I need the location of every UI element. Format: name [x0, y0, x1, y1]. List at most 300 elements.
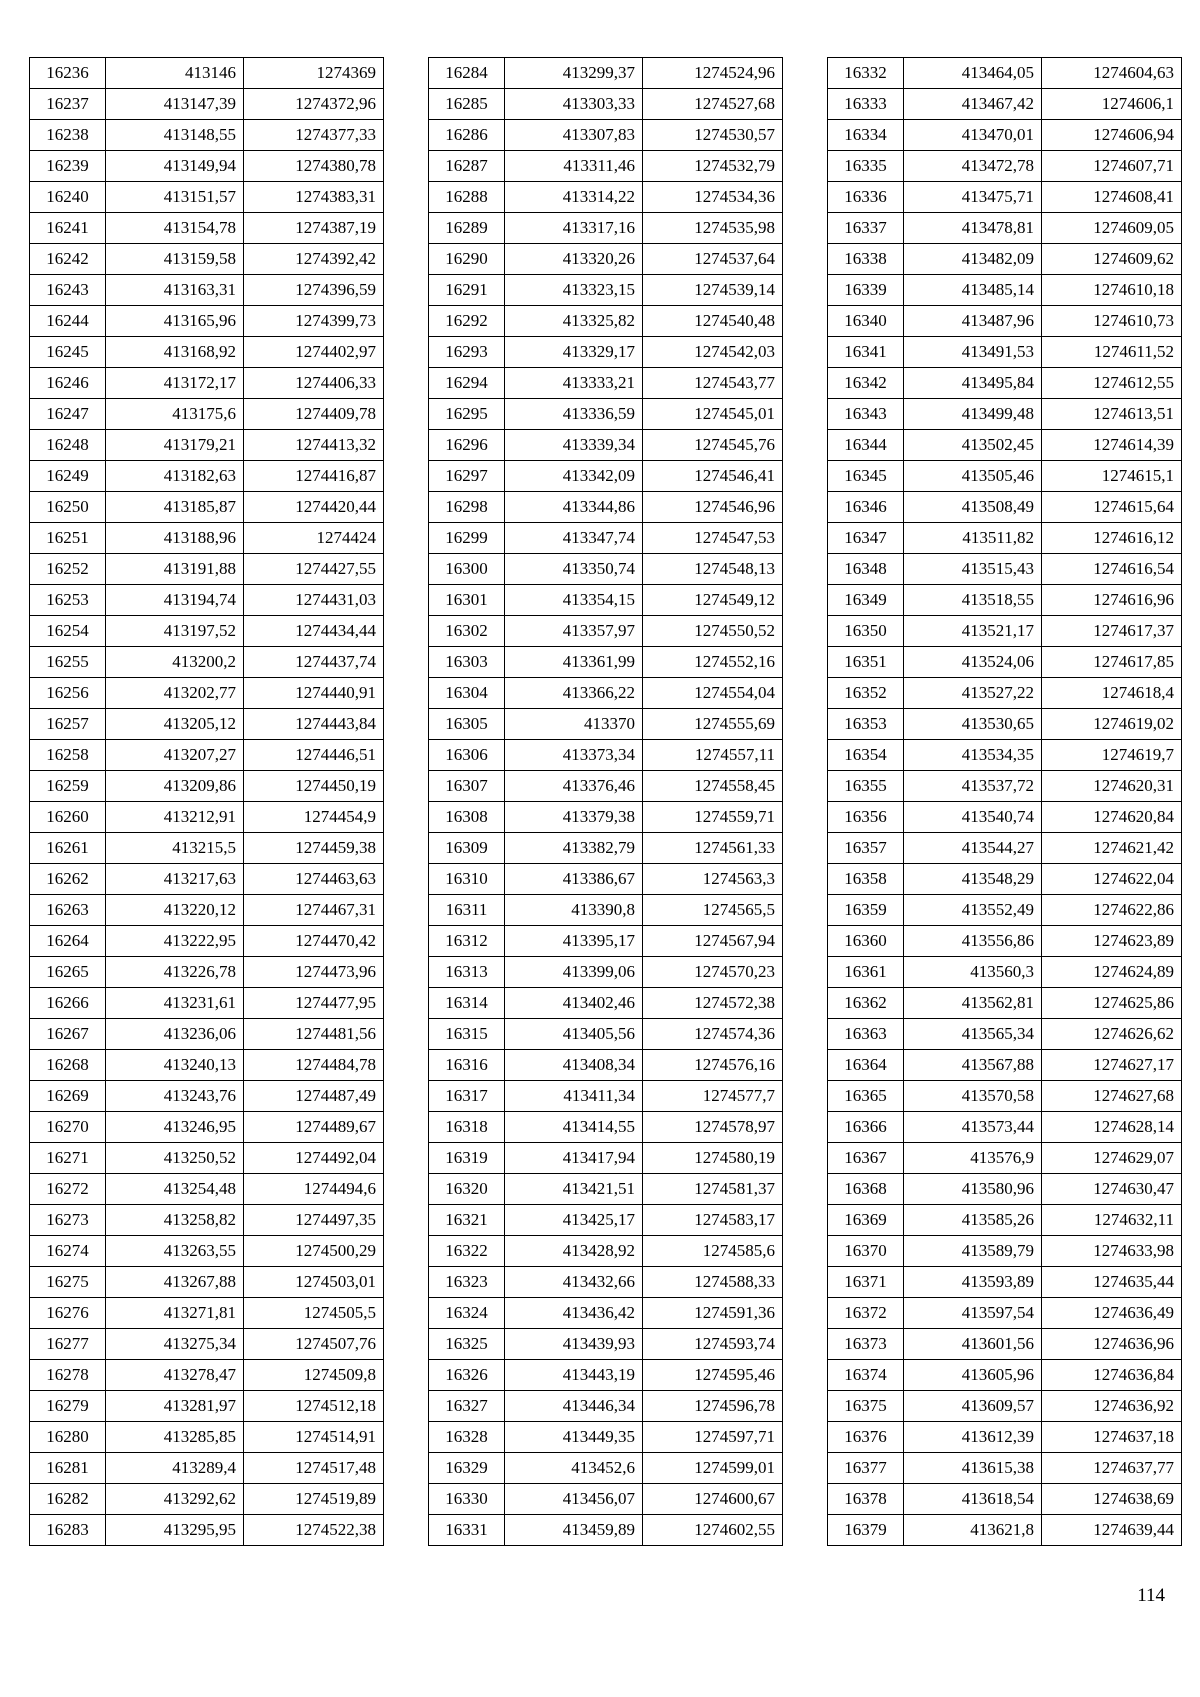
point-number-cell: 16272	[30, 1174, 106, 1205]
y-coordinate-cell: 1274636,92	[1042, 1391, 1182, 1422]
x-coordinate-cell: 413580,96	[904, 1174, 1042, 1205]
point-number-cell: 16319	[429, 1143, 505, 1174]
y-coordinate-cell: 1274609,62	[1042, 244, 1182, 275]
point-number-cell: 16366	[828, 1112, 904, 1143]
x-coordinate-cell: 413148,55	[106, 120, 244, 151]
x-coordinate-cell: 413565,34	[904, 1019, 1042, 1050]
y-coordinate-cell: 1274561,33	[643, 833, 783, 864]
y-coordinate-cell: 1274565,5	[643, 895, 783, 926]
table-row	[828, 213, 1182, 244]
coordinate-table-3	[827, 57, 1182, 1546]
x-coordinate-cell: 413524,06	[904, 647, 1042, 678]
table-row	[828, 182, 1182, 213]
y-coordinate-cell: 1274615,1	[1042, 461, 1182, 492]
table-row	[828, 1050, 1182, 1081]
y-coordinate-cell: 1274555,69	[643, 709, 783, 740]
y-coordinate-cell: 1274459,38	[244, 833, 384, 864]
point-number-cell: 16287	[429, 151, 505, 182]
table-row	[429, 1391, 783, 1422]
y-coordinate-cell: 1274505,5	[244, 1298, 384, 1329]
y-coordinate-cell: 1274427,55	[244, 554, 384, 585]
x-coordinate-cell: 413386,67	[505, 864, 643, 895]
point-number-cell: 16257	[30, 709, 106, 740]
point-number-cell: 16289	[429, 213, 505, 244]
x-coordinate-cell: 413197,52	[106, 616, 244, 647]
table-row	[429, 523, 783, 554]
x-coordinate-cell: 413182,63	[106, 461, 244, 492]
y-coordinate-cell: 1274487,49	[244, 1081, 384, 1112]
table-row	[828, 1329, 1182, 1360]
x-coordinate-cell: 413436,42	[505, 1298, 643, 1329]
y-coordinate-cell: 1274549,12	[643, 585, 783, 616]
point-number-cell: 16244	[30, 306, 106, 337]
point-number-cell: 16311	[429, 895, 505, 926]
point-number-cell: 16315	[429, 1019, 505, 1050]
x-coordinate-cell: 413552,49	[904, 895, 1042, 926]
y-coordinate-cell: 1274369	[244, 58, 384, 89]
table-row	[429, 120, 783, 151]
x-coordinate-cell: 413222,95	[106, 926, 244, 957]
table-row	[30, 802, 384, 833]
x-coordinate-cell: 413464,05	[904, 58, 1042, 89]
point-number-cell: 16265	[30, 957, 106, 988]
point-number-cell: 16303	[429, 647, 505, 678]
x-coordinate-cell: 413200,2	[106, 647, 244, 678]
x-coordinate-cell: 413395,17	[505, 926, 643, 957]
y-coordinate-cell: 1274596,78	[643, 1391, 783, 1422]
x-coordinate-cell: 413226,78	[106, 957, 244, 988]
point-number-cell: 16288	[429, 182, 505, 213]
x-coordinate-cell: 413185,87	[106, 492, 244, 523]
table-row	[30, 399, 384, 430]
point-number-cell: 16278	[30, 1360, 106, 1391]
x-coordinate-cell: 413502,45	[904, 430, 1042, 461]
table-row	[429, 554, 783, 585]
table-row	[828, 1391, 1182, 1422]
point-number-cell: 16295	[429, 399, 505, 430]
table-row	[828, 1515, 1182, 1546]
table-row	[30, 337, 384, 368]
y-coordinate-cell: 1274500,29	[244, 1236, 384, 1267]
table-row	[828, 492, 1182, 523]
x-coordinate-cell: 413537,72	[904, 771, 1042, 802]
x-coordinate-cell: 413601,56	[904, 1329, 1042, 1360]
y-coordinate-cell: 1274454,9	[244, 802, 384, 833]
y-coordinate-cell: 1274558,45	[643, 771, 783, 802]
x-coordinate-cell: 413370	[505, 709, 643, 740]
point-number-cell: 16379	[828, 1515, 904, 1546]
x-coordinate-cell: 413271,81	[106, 1298, 244, 1329]
y-coordinate-cell: 1274607,71	[1042, 151, 1182, 182]
x-coordinate-cell: 413495,84	[904, 368, 1042, 399]
y-coordinate-cell: 1274626,62	[1042, 1019, 1182, 1050]
y-coordinate-cell: 1274638,69	[1042, 1484, 1182, 1515]
point-number-cell: 16282	[30, 1484, 106, 1515]
y-coordinate-cell: 1274416,87	[244, 461, 384, 492]
point-number-cell: 16296	[429, 430, 505, 461]
y-coordinate-cell: 1274619,7	[1042, 740, 1182, 771]
y-coordinate-cell: 1274372,96	[244, 89, 384, 120]
point-number-cell: 16264	[30, 926, 106, 957]
point-number-cell: 16377	[828, 1453, 904, 1484]
point-number-cell: 16353	[828, 709, 904, 740]
point-number-cell: 16238	[30, 120, 106, 151]
x-coordinate-cell: 413165,96	[106, 306, 244, 337]
table-row	[828, 89, 1182, 120]
table-row	[828, 151, 1182, 182]
point-number-cell: 16358	[828, 864, 904, 895]
x-coordinate-cell: 413585,26	[904, 1205, 1042, 1236]
y-coordinate-cell: 1274639,44	[1042, 1515, 1182, 1546]
x-coordinate-cell: 413194,74	[106, 585, 244, 616]
y-coordinate-cell: 1274552,16	[643, 647, 783, 678]
x-coordinate-cell: 413311,46	[505, 151, 643, 182]
table-row	[828, 1081, 1182, 1112]
table-row	[429, 1453, 783, 1484]
table-row	[429, 1360, 783, 1391]
x-coordinate-cell: 413202,77	[106, 678, 244, 709]
x-coordinate-cell: 413562,81	[904, 988, 1042, 1019]
y-coordinate-cell: 1274387,19	[244, 213, 384, 244]
table-row	[429, 337, 783, 368]
point-number-cell: 16376	[828, 1422, 904, 1453]
y-coordinate-cell: 1274443,84	[244, 709, 384, 740]
y-coordinate-cell: 1274484,78	[244, 1050, 384, 1081]
y-coordinate-cell: 1274614,39	[1042, 430, 1182, 461]
x-coordinate-cell: 413467,42	[904, 89, 1042, 120]
x-coordinate-cell: 413399,06	[505, 957, 643, 988]
table-row	[30, 1205, 384, 1236]
point-number-cell: 16325	[429, 1329, 505, 1360]
point-number-cell: 16371	[828, 1267, 904, 1298]
point-number-cell: 16362	[828, 988, 904, 1019]
table-row	[429, 585, 783, 616]
point-number-cell: 16299	[429, 523, 505, 554]
y-coordinate-cell: 1274383,31	[244, 182, 384, 213]
point-number-cell: 16341	[828, 337, 904, 368]
y-coordinate-cell: 1274557,11	[643, 740, 783, 771]
y-coordinate-cell: 1274602,55	[643, 1515, 783, 1546]
x-coordinate-cell: 413593,89	[904, 1267, 1042, 1298]
x-coordinate-cell: 413446,34	[505, 1391, 643, 1422]
point-number-cell: 16241	[30, 213, 106, 244]
point-number-cell: 16269	[30, 1081, 106, 1112]
point-number-cell: 16351	[828, 647, 904, 678]
y-coordinate-cell: 1274548,13	[643, 554, 783, 585]
point-number-cell: 16348	[828, 554, 904, 585]
x-coordinate-cell: 413382,79	[505, 833, 643, 864]
x-coordinate-cell: 413527,22	[904, 678, 1042, 709]
point-number-cell: 16298	[429, 492, 505, 523]
point-number-cell: 16255	[30, 647, 106, 678]
y-coordinate-cell: 1274572,38	[643, 988, 783, 1019]
table-row	[30, 833, 384, 864]
y-coordinate-cell: 1274616,12	[1042, 523, 1182, 554]
y-coordinate-cell: 1274532,79	[643, 151, 783, 182]
table-row	[30, 678, 384, 709]
y-coordinate-cell: 1274620,31	[1042, 771, 1182, 802]
point-number-cell: 16361	[828, 957, 904, 988]
table-row	[30, 1422, 384, 1453]
point-number-cell: 16335	[828, 151, 904, 182]
y-coordinate-cell: 1274610,18	[1042, 275, 1182, 306]
x-coordinate-cell: 413449,35	[505, 1422, 643, 1453]
point-number-cell: 16364	[828, 1050, 904, 1081]
point-number-cell: 16252	[30, 554, 106, 585]
x-coordinate-cell: 413278,47	[106, 1360, 244, 1391]
y-coordinate-cell: 1274635,44	[1042, 1267, 1182, 1298]
y-coordinate-cell: 1274494,6	[244, 1174, 384, 1205]
y-coordinate-cell: 1274377,33	[244, 120, 384, 151]
y-coordinate-cell: 1274424	[244, 523, 384, 554]
y-coordinate-cell: 1274621,42	[1042, 833, 1182, 864]
x-coordinate-cell: 413231,61	[106, 988, 244, 1019]
x-coordinate-cell: 413573,44	[904, 1112, 1042, 1143]
y-coordinate-cell: 1274632,11	[1042, 1205, 1182, 1236]
x-coordinate-cell: 413452,6	[505, 1453, 643, 1484]
point-number-cell: 16237	[30, 89, 106, 120]
table-row	[30, 988, 384, 1019]
x-coordinate-cell: 413570,58	[904, 1081, 1042, 1112]
coordinate-table-2	[428, 57, 783, 1546]
x-coordinate-cell: 413605,96	[904, 1360, 1042, 1391]
y-coordinate-cell: 1274512,18	[244, 1391, 384, 1422]
x-coordinate-cell: 413275,34	[106, 1329, 244, 1360]
page-number: 114	[1137, 1585, 1165, 1606]
y-coordinate-cell: 1274606,94	[1042, 120, 1182, 151]
y-coordinate-cell: 1274563,3	[643, 864, 783, 895]
y-coordinate-cell: 1274637,18	[1042, 1422, 1182, 1453]
y-coordinate-cell: 1274534,36	[643, 182, 783, 213]
y-coordinate-cell: 1274597,71	[643, 1422, 783, 1453]
x-coordinate-cell: 413373,34	[505, 740, 643, 771]
point-number-cell: 16339	[828, 275, 904, 306]
table-row	[429, 1019, 783, 1050]
point-number-cell: 16346	[828, 492, 904, 523]
table-row	[429, 1143, 783, 1174]
table-row	[429, 1081, 783, 1112]
y-coordinate-cell: 1274618,4	[1042, 678, 1182, 709]
x-coordinate-cell: 413314,22	[505, 182, 643, 213]
table-row	[30, 461, 384, 492]
y-coordinate-cell: 1274524,96	[643, 58, 783, 89]
point-number-cell: 16310	[429, 864, 505, 895]
table-row	[429, 1112, 783, 1143]
table-row	[30, 182, 384, 213]
x-coordinate-cell: 413354,15	[505, 585, 643, 616]
table-row	[828, 988, 1182, 1019]
table-row	[30, 492, 384, 523]
y-coordinate-cell: 1274578,97	[643, 1112, 783, 1143]
x-coordinate-cell: 413478,81	[904, 213, 1042, 244]
point-number-cell: 16308	[429, 802, 505, 833]
x-coordinate-cell: 413567,88	[904, 1050, 1042, 1081]
table-row	[30, 585, 384, 616]
point-number-cell: 16286	[429, 120, 505, 151]
y-coordinate-cell: 1274630,47	[1042, 1174, 1182, 1205]
point-number-cell: 16261	[30, 833, 106, 864]
point-number-cell: 16293	[429, 337, 505, 368]
y-coordinate-cell: 1274492,04	[244, 1143, 384, 1174]
x-coordinate-cell: 413521,17	[904, 616, 1042, 647]
point-number-cell: 16260	[30, 802, 106, 833]
table-row	[30, 740, 384, 771]
point-number-cell: 16273	[30, 1205, 106, 1236]
y-coordinate-cell: 1274546,41	[643, 461, 783, 492]
point-number-cell: 16360	[828, 926, 904, 957]
y-coordinate-cell: 1274543,77	[643, 368, 783, 399]
x-coordinate-cell: 413212,91	[106, 802, 244, 833]
point-number-cell: 16326	[429, 1360, 505, 1391]
table-row	[30, 1453, 384, 1484]
table-row	[30, 1515, 384, 1546]
x-coordinate-cell: 413508,49	[904, 492, 1042, 523]
x-coordinate-cell: 413530,65	[904, 709, 1042, 740]
point-number-cell: 16352	[828, 678, 904, 709]
table-row	[30, 1298, 384, 1329]
point-number-cell: 16363	[828, 1019, 904, 1050]
table-row	[828, 1453, 1182, 1484]
point-number-cell: 16267	[30, 1019, 106, 1050]
x-coordinate-cell: 413323,15	[505, 275, 643, 306]
table-row	[30, 89, 384, 120]
table-row	[30, 926, 384, 957]
point-number-cell: 16262	[30, 864, 106, 895]
point-number-cell: 16354	[828, 740, 904, 771]
y-coordinate-cell: 1274615,64	[1042, 492, 1182, 523]
x-coordinate-cell: 413191,88	[106, 554, 244, 585]
table-row	[429, 1298, 783, 1329]
point-number-cell: 16340	[828, 306, 904, 337]
table-row	[429, 709, 783, 740]
y-coordinate-cell: 1274608,41	[1042, 182, 1182, 213]
table-row	[429, 151, 783, 182]
x-coordinate-cell: 413188,96	[106, 523, 244, 554]
x-coordinate-cell: 413361,99	[505, 647, 643, 678]
y-coordinate-cell: 1274547,53	[643, 523, 783, 554]
point-number-cell: 16375	[828, 1391, 904, 1422]
y-coordinate-cell: 1274409,78	[244, 399, 384, 430]
table-row	[30, 151, 384, 182]
table-row	[30, 895, 384, 926]
x-coordinate-cell: 413518,55	[904, 585, 1042, 616]
y-coordinate-cell: 1274514,91	[244, 1422, 384, 1453]
y-coordinate-cell: 1274591,36	[643, 1298, 783, 1329]
y-coordinate-cell: 1274392,42	[244, 244, 384, 275]
y-coordinate-cell: 1274450,19	[244, 771, 384, 802]
x-coordinate-cell: 413470,01	[904, 120, 1042, 151]
y-coordinate-cell: 1274627,68	[1042, 1081, 1182, 1112]
point-number-cell: 16337	[828, 213, 904, 244]
y-coordinate-cell: 1274477,95	[244, 988, 384, 1019]
table-row	[429, 1329, 783, 1360]
point-number-cell: 16245	[30, 337, 106, 368]
y-coordinate-cell: 1274399,73	[244, 306, 384, 337]
x-coordinate-cell: 413443,19	[505, 1360, 643, 1391]
point-number-cell: 16256	[30, 678, 106, 709]
point-number-cell: 16297	[429, 461, 505, 492]
point-number-cell: 16332	[828, 58, 904, 89]
table-row	[828, 120, 1182, 151]
point-number-cell: 16281	[30, 1453, 106, 1484]
point-number-cell: 16294	[429, 368, 505, 399]
table-row	[429, 430, 783, 461]
y-coordinate-cell: 1274574,36	[643, 1019, 783, 1050]
table-row	[828, 833, 1182, 864]
point-number-cell: 16313	[429, 957, 505, 988]
y-coordinate-cell: 1274567,94	[643, 926, 783, 957]
table-row	[429, 399, 783, 430]
x-coordinate-cell: 413146	[106, 58, 244, 89]
x-coordinate-cell: 413163,31	[106, 275, 244, 306]
table-row	[429, 895, 783, 926]
point-number-cell: 16344	[828, 430, 904, 461]
y-coordinate-cell: 1274628,14	[1042, 1112, 1182, 1143]
point-number-cell: 16365	[828, 1081, 904, 1112]
table-row	[429, 89, 783, 120]
x-coordinate-cell: 413175,6	[106, 399, 244, 430]
table-row	[429, 1174, 783, 1205]
point-number-cell: 16372	[828, 1298, 904, 1329]
point-number-cell: 16277	[30, 1329, 106, 1360]
y-coordinate-cell: 1274550,52	[643, 616, 783, 647]
y-coordinate-cell: 1274593,74	[643, 1329, 783, 1360]
point-number-cell: 16349	[828, 585, 904, 616]
y-coordinate-cell: 1274530,57	[643, 120, 783, 151]
y-coordinate-cell: 1274624,89	[1042, 957, 1182, 988]
table-row	[828, 461, 1182, 492]
x-coordinate-cell: 413390,8	[505, 895, 643, 926]
x-coordinate-cell: 413263,55	[106, 1236, 244, 1267]
coordinate-table-1	[29, 57, 384, 1546]
y-coordinate-cell: 1274497,35	[244, 1205, 384, 1236]
point-number-cell: 16368	[828, 1174, 904, 1205]
table-row	[429, 771, 783, 802]
point-number-cell: 16321	[429, 1205, 505, 1236]
x-coordinate-cell: 413243,76	[106, 1081, 244, 1112]
table-row	[30, 1236, 384, 1267]
point-number-cell: 16309	[429, 833, 505, 864]
table-row	[429, 58, 783, 89]
x-coordinate-cell: 413151,57	[106, 182, 244, 213]
y-coordinate-cell: 1274396,59	[244, 275, 384, 306]
table-row	[828, 1298, 1182, 1329]
point-number-cell: 16292	[429, 306, 505, 337]
point-number-cell: 16328	[429, 1422, 505, 1453]
x-coordinate-cell: 413250,52	[106, 1143, 244, 1174]
table-row	[429, 461, 783, 492]
table-row	[30, 957, 384, 988]
x-coordinate-cell: 413482,09	[904, 244, 1042, 275]
point-number-cell: 16248	[30, 430, 106, 461]
y-coordinate-cell: 1274537,64	[643, 244, 783, 275]
table-row	[429, 368, 783, 399]
x-coordinate-cell: 413621,8	[904, 1515, 1042, 1546]
x-coordinate-cell: 413339,34	[505, 430, 643, 461]
x-coordinate-cell: 413220,12	[106, 895, 244, 926]
x-coordinate-cell: 413405,56	[505, 1019, 643, 1050]
x-coordinate-cell: 413205,12	[106, 709, 244, 740]
table-row	[30, 1360, 384, 1391]
table-row	[828, 1236, 1182, 1267]
x-coordinate-cell: 413159,58	[106, 244, 244, 275]
table-row	[828, 616, 1182, 647]
point-number-cell: 16345	[828, 461, 904, 492]
point-number-cell: 16378	[828, 1484, 904, 1515]
y-coordinate-cell: 1274540,48	[643, 306, 783, 337]
x-coordinate-cell: 413421,51	[505, 1174, 643, 1205]
point-number-cell: 16276	[30, 1298, 106, 1329]
